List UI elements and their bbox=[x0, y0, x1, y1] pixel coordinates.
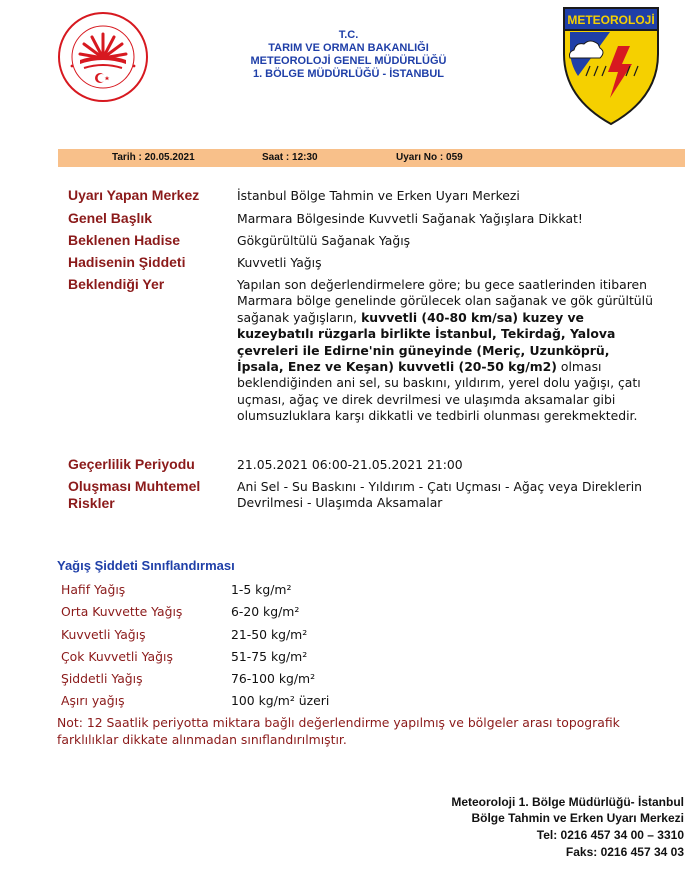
class-name: Şiddetli Yağış bbox=[61, 671, 143, 686]
footer-fax: Faks: 0216 457 34 03 bbox=[565, 845, 684, 859]
center-label: Uyarı Yapan Merkez bbox=[68, 187, 200, 203]
risks-value: Ani Sel - Su Baskını - Yıldırım - Çatı Uçması - Ağaç veya Direklerin Devrilmesi - Ulaşımda Aksamalar bbox=[237, 479, 643, 511]
place-text-1: Yapılan son değerlendirmelere göre; bu gece saatlerinden itibaren Marmara bölge genelinde görülecek olan sağanak ve gök gürültülü sağanak yağışların, bbox=[237, 277, 653, 325]
header-directorate: METEOROLOJİ GENEL MÜDÜRLÜĞÜ bbox=[250, 55, 447, 67]
class-range: 76-100 kg/m² bbox=[231, 671, 316, 686]
class-name: Orta Kuvvette Yağış bbox=[61, 604, 183, 619]
class-name: Aşırı yağış bbox=[61, 693, 125, 708]
class-range: 21-50 kg/m² bbox=[231, 627, 308, 642]
header-tc: T.C. bbox=[338, 29, 359, 41]
title-label: Genel Başlık bbox=[68, 210, 153, 226]
header-region: 1. BÖLGE MÜDÜRLÜĞÜ - İSTANBUL bbox=[252, 68, 445, 80]
place-text-2: olması beklendiğinden ani sel, su baskını, yıldırım, yerel dolu yağışı, çatı uçması, ağaç ve direk devrilmesi ve ulaşımda aksamalar gibi olumsuzluklara karşı dikkatli ve tedbirli olunması gerekmektedir. bbox=[237, 359, 641, 424]
footer-phone: Tel: 0216 457 34 00 – 3310 bbox=[536, 828, 684, 842]
place-text-bold: kuvvetli (40-80 km/sa) kuzey ve kuzeybatılı rüzgarla birlikte İstanbul, Tekirdağ, Yalova çevreleri ile Edirne'nin güneyinde (Meriç, Uzunköprü, İpsala, Enez ve Keşan) kuvvetli (20-50 kg/m2) bbox=[237, 309, 616, 375]
class-range: 1-5 kg/m² bbox=[231, 582, 292, 597]
footer-office: Meteoroloji 1. Bölge Müdürlüğü- İstanbul bbox=[451, 795, 684, 809]
place-label: Beklendiği Yer bbox=[68, 276, 165, 292]
info-bar bbox=[58, 149, 685, 167]
classification-note: Not: 12 Saatlik periyotta miktara bağlı değerlendirme yapılmış ve bölgeler arası topografik farklılıklar dikkate alınmadan sınıflandırılmıştır. bbox=[57, 715, 620, 747]
header-ministry: TARIM VE ORMAN BAKANLIĞI bbox=[268, 42, 429, 54]
class-range: 51-75 kg/m² bbox=[231, 649, 308, 664]
class-range: 6-20 kg/m² bbox=[231, 604, 300, 619]
title-value: Marmara Bölgesinde Kuvvetli Sağanak Yağışlara Dikkat! bbox=[237, 211, 583, 226]
class-range: 100 kg/m² üzeri bbox=[231, 693, 330, 708]
event-label: Beklenen Hadise bbox=[68, 232, 181, 248]
risks-label: Oluşması Muhtemel Riskler bbox=[68, 478, 201, 511]
class-name: Çok Kuvvetli Yağış bbox=[61, 649, 173, 664]
classification-title: Yağış Şiddeti Sınıflandırması bbox=[57, 558, 235, 573]
event-value: Gökgürültülü Sağanak Yağış bbox=[237, 233, 411, 248]
center-value: İstanbul Bölge Tahmin ve Erken Uyarı Merkezi bbox=[237, 188, 520, 203]
warning-number-label: Uyarı No : 059 bbox=[396, 152, 463, 163]
severity-label: Hadisenin Şiddeti bbox=[68, 254, 186, 270]
validity-value: 21.05.2021 06:00-21.05.2021 21:00 bbox=[237, 457, 463, 472]
class-name: Kuvvetli Yağış bbox=[61, 627, 146, 642]
time-label: Saat : 12:30 bbox=[262, 152, 318, 163]
severity-value: Kuvvetli Yağış bbox=[237, 255, 322, 270]
footer-center: Bölge Tahmin ve Erken Uyarı Merkezi bbox=[471, 811, 684, 825]
logo-text: METEOROLOJİ bbox=[567, 13, 655, 27]
validity-label: Geçerlilik Periyodu bbox=[68, 456, 195, 472]
place-description bbox=[237, 277, 657, 425]
class-name: Hafif Yağış bbox=[61, 582, 126, 597]
date-label: Tarih : 20.05.2021 bbox=[112, 152, 195, 163]
